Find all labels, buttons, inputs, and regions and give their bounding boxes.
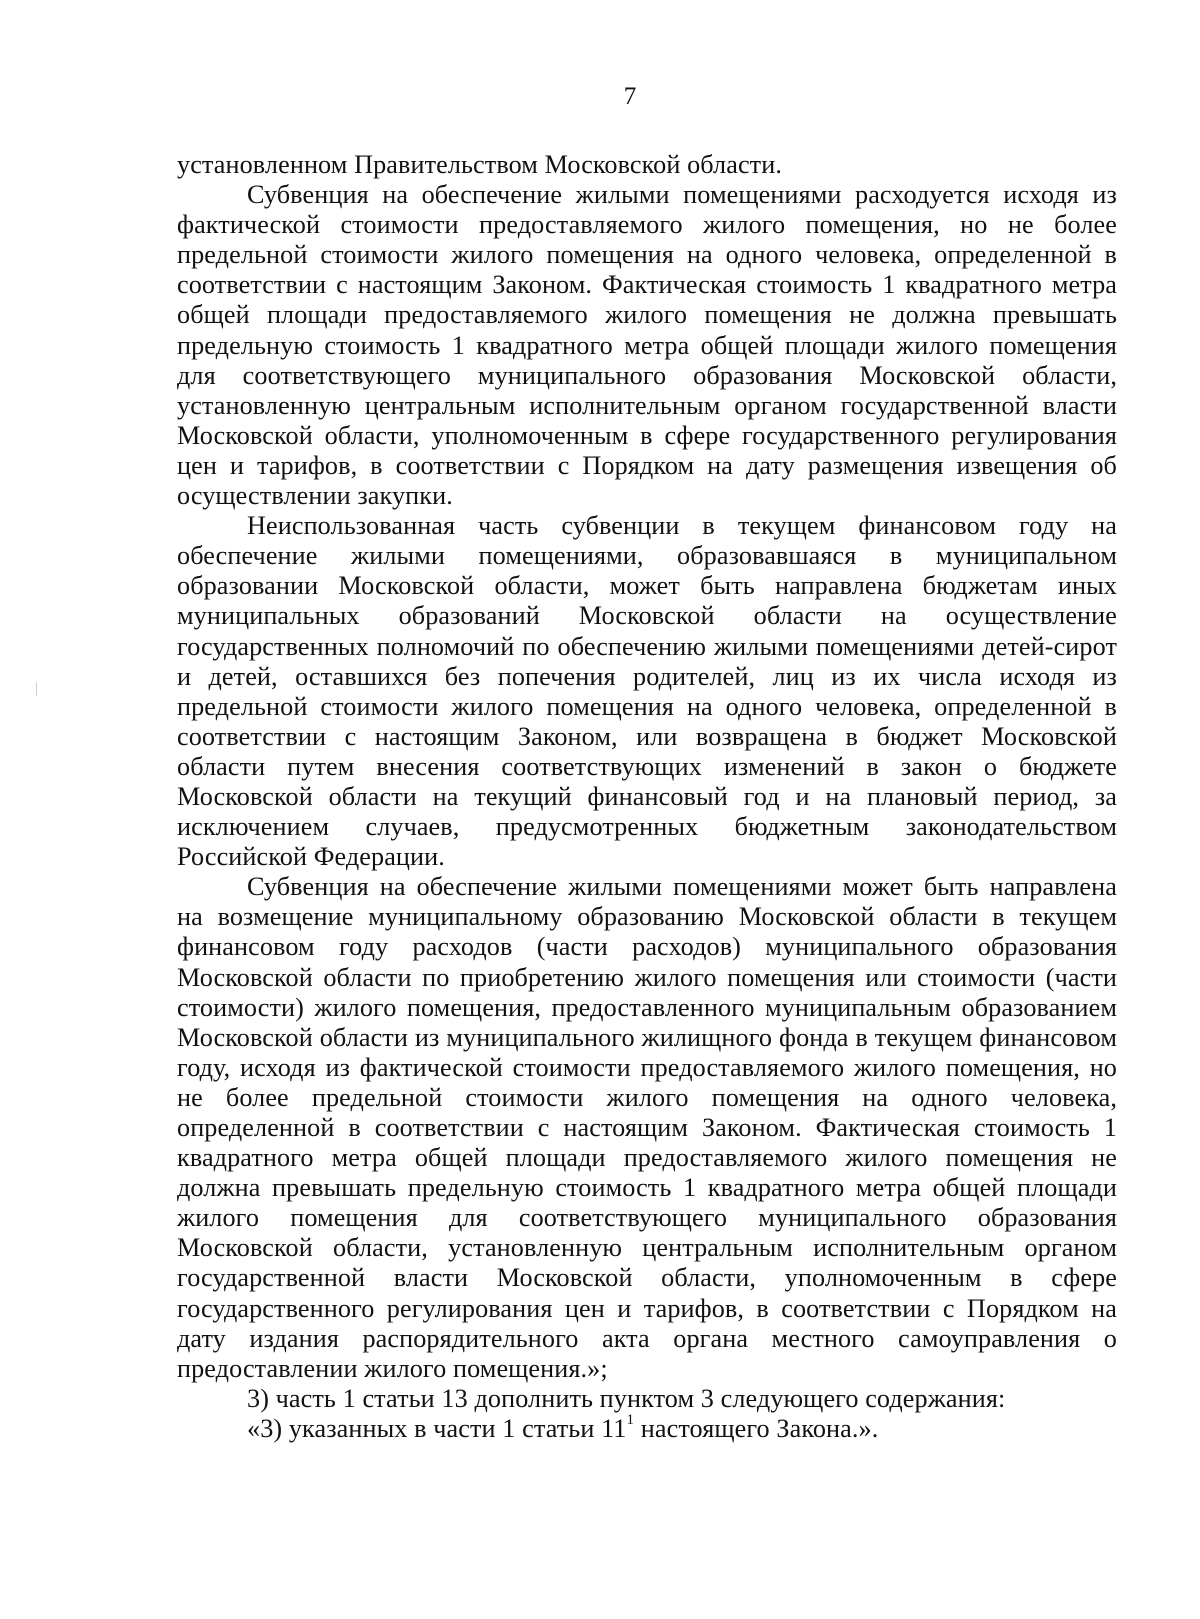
- scan-margin-mark: [36, 682, 37, 696]
- document-body: [177, 150, 1117, 1444]
- paragraph-continuation: установленном Правительством Московской области.: [177, 150, 782, 179]
- page-number: 7: [623, 83, 637, 110]
- paragraph-subvention-cost: Субвенция на обеспечение жилыми помещениями расходуется исходя из фактической стоимости предоставляемого жилого помещения, но не более предельной стоимости жилого помещения на одного человека, определенной в соответствии с настоящим Законом. Фактическая стоимость 1 квадратного метра общей площади предоставляемого жилого помещения не должна превышать предельную стоимость 1 квадратного метра общей площади жилого помещения для соответствующего муниципального образования Московской области, установленную центральным исполнительным органом государственной власти Московской области, уполномоченным в сфере государственного регулирования цен и тарифов, в соответствии с Порядком на дату размещения извещения об осуществлении закупки.: [177, 180, 1117, 511]
- quoted-clause-end: настоящего Закона.».: [634, 1413, 879, 1443]
- paragraph-reimbursement: Субвенция на обеспечение жилыми помещениями может быть направлена на возмещение муниципальному образованию Московской области в текущем финансовом году расходов (части расходов) муниципального образования Московской области по приобретению жилого помещения или стоимости (части стоимости) жилого помещения, предоставленного муниципальным образованием Московской области из муниципального жилищного фонда в текущем финансовом году, исходя из фактической стоимости предоставляемого жилого помещения, но не более предельной стоимости жилого помещения на одного человека, определенной в соответствии с настоящим Законом. Фактическая стоимость 1 квадратного метра общей площади предоставляемого жилого помещения не должна превышать предельную стоимость 1 квадратного метра общей площади жилого помещения для соответствующего муниципального образования Московской области, установленную центральным исполнительным органом государственной власти Московской области, уполномоченным в сфере государственного регулирования цен и тарифов, в соответствии с Порядком на дату издания распорядительного акта органа местного самоуправления о предоставлении жилого помещения.»;: [177, 872, 1117, 1383]
- paragraph-amendment-item-3: 3) часть 1 статьи 13 дополнить пунктом 3 следующего содержания:: [247, 1383, 1006, 1413]
- paragraph-quoted-clause: [177, 1414, 1117, 1444]
- article-superscript: 1: [626, 1412, 635, 1429]
- quoted-clause-text: «3) указанных в части 1 статьи 11: [247, 1413, 627, 1443]
- paragraph-unused-subvention: Неиспользованная часть субвенции в текущем финансовом году на обеспечение жилыми помещениями, образовавшаяся в муниципальном образовании Московской области, может быть направлена бюджетам иных муниципальных образований Московской области на осуществление государственных полномочий по обеспечению жилыми помещениями детей-сирот и детей, оставшихся без попечения родителей, лиц из их числа исходя из предельной стоимости жилого помещения на одного человека, определенной в соответствии с настоящим Законом, или возвращена в бюджет Московской области путем внесения соответствующих изменений в закон о бюджете Московской области на текущий финансовый год и на плановый период, за исключением случаев, предусмотренных бюджетным законодательством Российской Федерации.: [177, 511, 1117, 872]
